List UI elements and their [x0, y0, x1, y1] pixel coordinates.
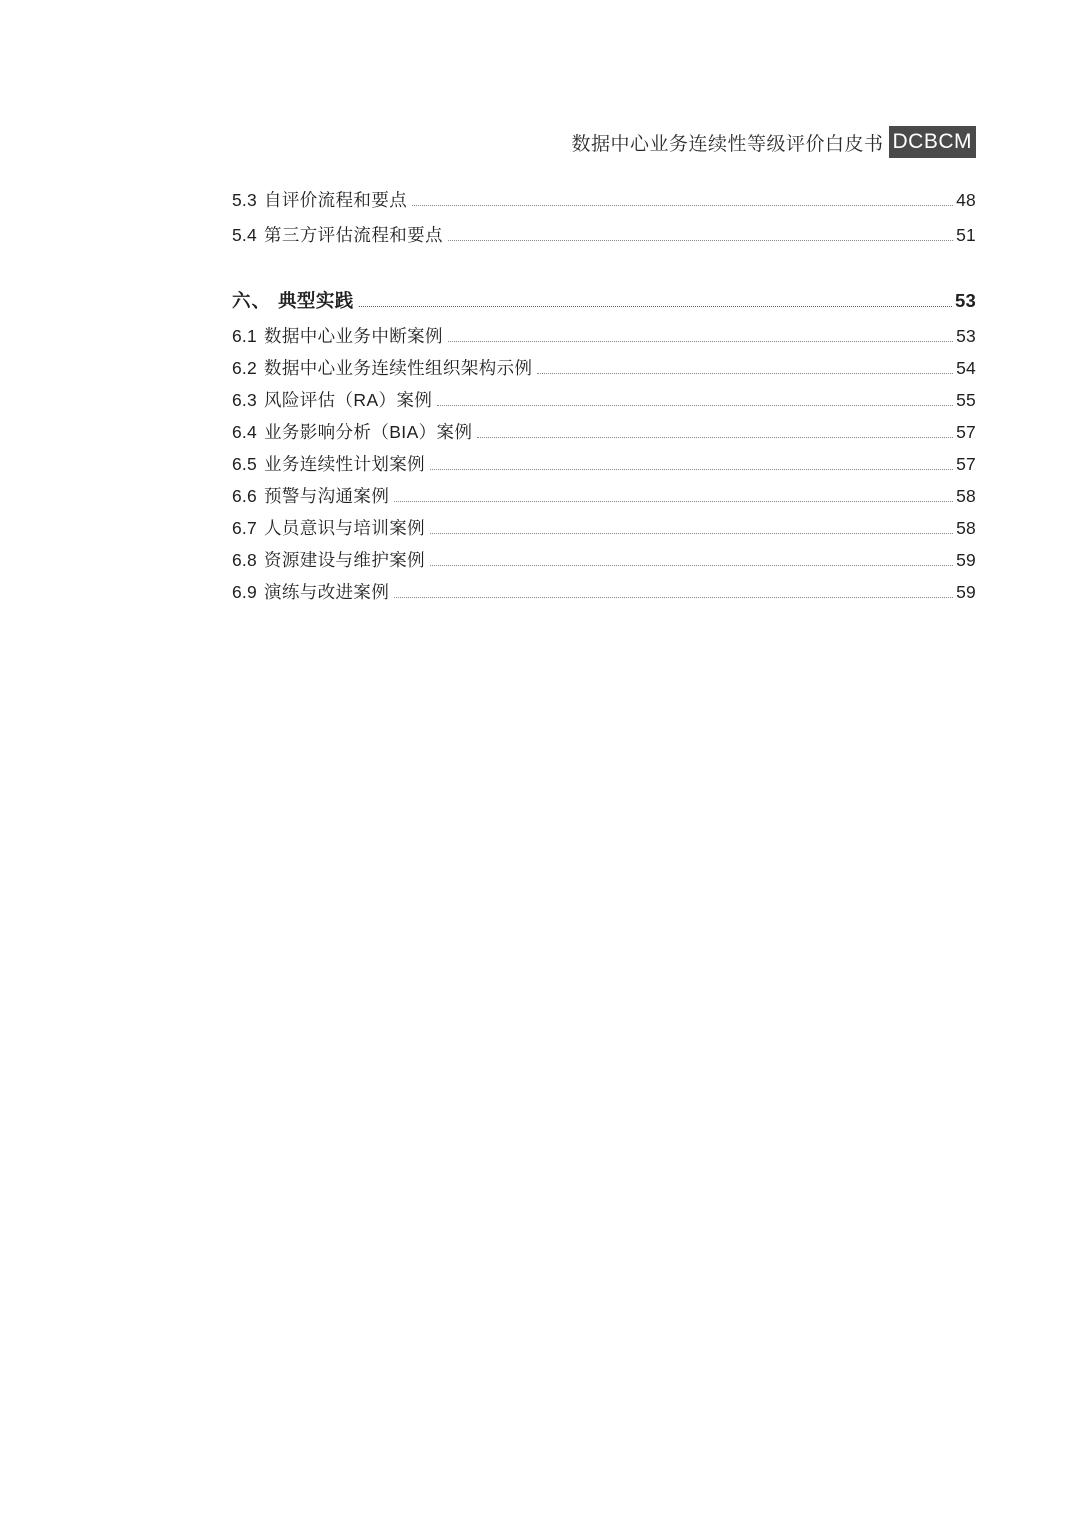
toc-entry-title: 自评价流程和要点 — [263, 190, 408, 210]
toc-entry-number: 6.7 — [232, 518, 257, 538]
toc-leader-dots — [477, 436, 953, 438]
toc-entry-page: 53 — [956, 326, 976, 346]
toc-leader-dots — [448, 239, 953, 241]
toc-entry-title: 第三方评估流程和要点 — [263, 225, 443, 245]
toc-entry-title: 业务影响分析（BIA）案例 — [263, 422, 473, 442]
toc-leader-dots — [537, 372, 953, 374]
toc-entry-page: 53 — [955, 290, 976, 311]
toc-entry-number: 六、 — [232, 290, 272, 311]
toc-entry-title: 数据中心业务连续性组织架构示例 — [263, 358, 533, 378]
toc-entry-5-4[interactable] — [232, 227, 976, 246]
toc-leader-dots — [394, 596, 953, 598]
toc-entry-6-8[interactable] — [232, 552, 976, 571]
toc-entry-number: 6.3 — [232, 390, 257, 410]
toc-entry-number: 5.4 — [232, 225, 257, 245]
toc-entry-5-3[interactable] — [232, 192, 976, 211]
toc-entry-page: 55 — [956, 390, 976, 410]
toc-entry-title: 数据中心业务中断案例 — [263, 326, 443, 346]
toc-entry-number: 6.9 — [232, 582, 257, 602]
toc-entry-6-4[interactable] — [232, 424, 976, 443]
toc-entry-page: 48 — [956, 190, 976, 210]
toc-entry-page: 57 — [956, 454, 976, 474]
toc-entry-title: 人员意识与培训案例 — [263, 518, 426, 538]
toc-leader-dots — [437, 404, 953, 406]
toc-entry-page: 59 — [956, 550, 976, 570]
table-of-contents — [232, 192, 976, 603]
toc-entry-6-7[interactable] — [232, 520, 976, 539]
toc-leader-dots — [430, 564, 953, 566]
toc-entry-page: 58 — [956, 518, 976, 538]
toc-leader-dots — [448, 340, 953, 342]
toc-entry-number: 6.8 — [232, 550, 257, 570]
toc-entry-title: 业务连续性计划案例 — [263, 454, 426, 474]
toc-entry-page: 51 — [956, 225, 976, 245]
toc-entry-title: 风险评估（RA）案例 — [263, 390, 433, 410]
page-header — [232, 126, 976, 158]
toc-leader-dots — [430, 468, 953, 470]
toc-group-5 — [232, 192, 976, 246]
toc-entry-page: 57 — [956, 422, 976, 442]
toc-leader-dots — [430, 532, 953, 534]
toc-entry-6-1[interactable] — [232, 328, 976, 347]
toc-entry-number: 6.4 — [232, 422, 257, 442]
toc-entry-6-3[interactable] — [232, 392, 976, 411]
toc-entry-section-6[interactable] — [232, 292, 976, 312]
toc-entry-page: 58 — [956, 486, 976, 506]
toc-entry-title: 演练与改进案例 — [263, 582, 390, 602]
document-badge: DCBCM — [889, 126, 977, 158]
toc-entry-number: 6.6 — [232, 486, 257, 506]
toc-entry-6-5[interactable] — [232, 456, 976, 475]
toc-entry-title: 资源建设与维护案例 — [263, 550, 426, 570]
toc-entry-page: 59 — [956, 582, 976, 602]
toc-entry-number: 6.1 — [232, 326, 257, 346]
toc-entry-title: 典型实践 — [278, 290, 354, 311]
toc-entry-6-9[interactable] — [232, 584, 976, 603]
toc-entry-6-6[interactable] — [232, 488, 976, 507]
toc-leader-dots — [412, 204, 953, 206]
toc-entry-number: 6.5 — [232, 454, 257, 474]
toc-group-6 — [232, 292, 976, 603]
document-title: 数据中心业务连续性等级评价白皮书 — [571, 133, 884, 155]
toc-leader-dots — [359, 305, 952, 307]
toc-entry-6-2[interactable] — [232, 360, 976, 379]
toc-entry-title: 预警与沟通案例 — [263, 486, 390, 506]
toc-entry-page: 54 — [956, 358, 976, 378]
toc-section-gap — [232, 246, 976, 292]
toc-entry-number: 5.3 — [232, 190, 257, 210]
toc-entry-number: 6.2 — [232, 358, 257, 378]
toc-leader-dots — [394, 500, 953, 502]
